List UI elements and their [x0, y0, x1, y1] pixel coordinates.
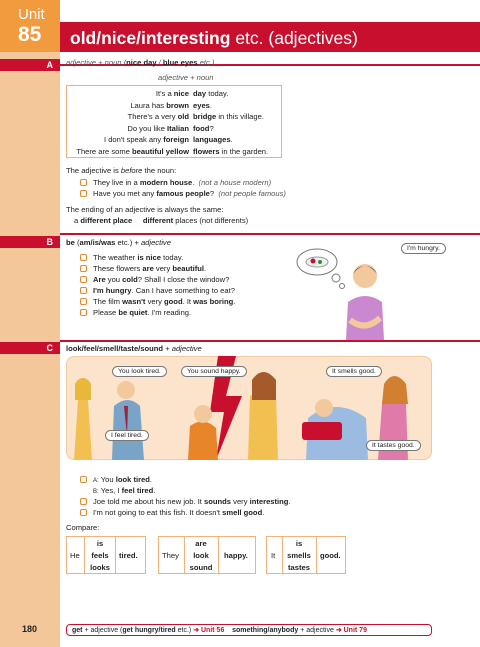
section-a-heading: adjective + noun (nice day / blue eyes etc.) — [66, 58, 215, 67]
section-a-note1: The adjective is before the noun: — [66, 166, 177, 175]
speech-bubble: I'm hungry. — [401, 243, 446, 254]
section-b-line — [60, 233, 480, 235]
list-item: I'm hungry. Can I have something to eat? — [80, 286, 235, 295]
page-title — [70, 28, 358, 49]
bullet-icon — [80, 309, 87, 316]
dialog-line-b: B: Yes, I feel tired. — [93, 486, 156, 495]
table-row: Laura has brown — [130, 100, 189, 110]
speech-bubble: I feel tired. — [105, 430, 149, 441]
unit-56-link[interactable]: ➜ Unit 56 — [193, 627, 225, 634]
bullet-icon — [80, 298, 87, 305]
section-a-letter: A — [46, 60, 53, 70]
compare-label: Compare: — [66, 523, 100, 532]
hungry-man-illustration — [290, 240, 430, 340]
section-c-tab — [0, 342, 60, 354]
unit-79-link[interactable]: ➜ Unit 79 — [335, 627, 367, 634]
title-rest: etc. (adjectives) — [230, 28, 358, 48]
list-item: The weather is nice today. — [80, 253, 183, 262]
list-item: Joe told me about his new job. It sounds very interesting. — [80, 497, 291, 506]
unit-number: 85 — [18, 23, 42, 46]
bullet-icon — [80, 254, 87, 261]
table-row: There's a very old — [127, 112, 189, 121]
bullet-icon — [80, 476, 87, 483]
adjective-noun-table: It's a nice Laura has brown There's a very old Do you like Italian I don't speak any foreign There are some beautiful yellow day today. eyes. bridge in this village. food? languages. flowers in the garden. — [66, 85, 282, 158]
section-b-letter: B — [46, 237, 53, 247]
section-a-tab — [0, 59, 60, 71]
bullet-icon — [80, 190, 87, 197]
page-number: 180 — [22, 624, 38, 634]
bullet-icon — [80, 287, 87, 294]
compare-table-he: He is feels looks tired. — [66, 536, 146, 574]
compare-table-they: They are look sound happy. — [158, 536, 256, 574]
compare-table-it: It is smells tastes good. — [266, 536, 346, 574]
section-c-heading: look/feel/smell/taste/sound + adjective — [66, 344, 202, 353]
section-c-line — [60, 340, 480, 342]
table-row: There are some beautiful yellow — [76, 146, 189, 156]
bullet-icon — [80, 498, 87, 505]
section-b-tab — [0, 236, 60, 248]
list-item: They live in a modern house. (not a house modern) — [80, 178, 271, 187]
list-item: Have you met any famous people? (not people famous) — [80, 189, 286, 198]
bullet-icon — [80, 509, 87, 516]
section-b-heading: be (am/is/was etc.) + adjective — [66, 238, 171, 247]
list-item: A: You look tired. — [80, 475, 152, 484]
speech-bubble: You sound happy. — [181, 366, 247, 377]
unit-word: Unit — [18, 6, 45, 23]
section-a-example: a different place different places (not differents) — [74, 216, 249, 225]
left-margin-strip — [0, 0, 60, 647]
table-row: It's a nice — [155, 89, 189, 98]
bullet-icon — [80, 276, 87, 283]
table-row: I don't speak any foreign — [103, 135, 189, 144]
unit-label-box — [0, 0, 60, 52]
title-bold: old/nice/interesting — [70, 28, 231, 48]
bullet-icon — [80, 265, 87, 272]
list-item: I'm not going to eat this fish. It doesn't smell good. — [80, 508, 264, 517]
list-item: Please be quiet. I'm reading. — [80, 308, 191, 317]
speech-bubble: It tastes good. — [366, 440, 421, 451]
speech-bubble: It smells good. — [326, 366, 382, 377]
section-c-letter: C — [46, 343, 53, 353]
list-item: The film wasn't very good. It was boring. — [80, 297, 235, 306]
cross-reference-text: get + adjective (get hungry/tired etc.) ➜ Unit 56 something/anybody + adjective ➜ Unit 79 — [72, 627, 367, 634]
table-row: Do you like Italian — [127, 123, 189, 133]
section-a-table-title: adjective + noun — [158, 73, 214, 82]
speech-bubble: You look tired. — [112, 366, 167, 377]
list-item: Are you cold? Shall I close the window? — [80, 275, 229, 284]
section-a-note2: The ending of an adjective is always the same: — [66, 205, 224, 214]
bullet-icon — [80, 179, 87, 186]
list-item: These flowers are very beautiful. — [80, 264, 206, 273]
